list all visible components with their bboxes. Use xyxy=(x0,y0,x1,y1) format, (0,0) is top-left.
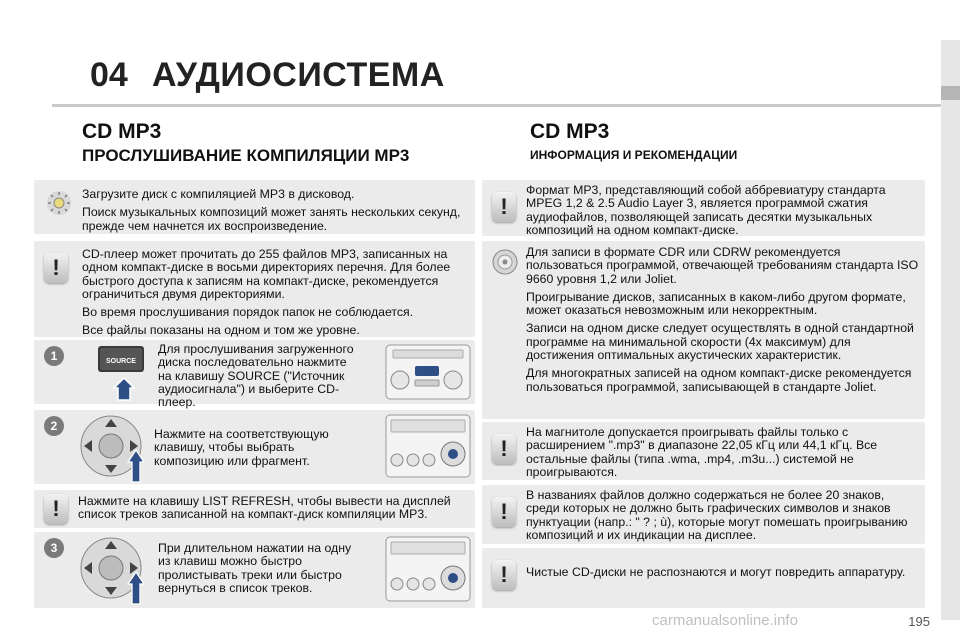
right-section-title xyxy=(530,120,737,162)
page-number: 195 xyxy=(908,614,930,629)
intro-line-1: Загрузите диск с компиляцией MP3 в дисковод. xyxy=(82,187,355,201)
info1-text: Формат MP3, представляющий собой аббревиатуру стандарта MPEG 1,2 & 2.5 Audio Layer 3, является программой сжатия аудиофайлов, позволяющей записать десятки музыкальных композиций на одном компакт-диске. xyxy=(526,183,886,237)
step2-text: Нажмите на соответствующую клавишу, чтобы выбрать композицию или фрагмент. xyxy=(154,427,329,468)
intro-line-2: Поиск музыкальных композиций может занять нескольких секунд, прежде чем начнется их воспроизведение. xyxy=(82,205,461,233)
warning-text xyxy=(82,248,470,338)
source-key-illustration xyxy=(96,342,156,402)
info3-panel xyxy=(482,422,925,480)
source-key-label: SOURCE xyxy=(106,358,136,365)
warning2-text: Нажмите на клавишу LIST REFRESH, чтобы вывести на дисплей список треков записанной на компакт-диск компиляции MP3. xyxy=(78,494,451,522)
right-title: CD MP3 xyxy=(530,120,610,143)
warning-right-text: Чистые CD-диски не распознаются и могут повредить аппаратуру. xyxy=(526,565,906,579)
warning-icon: ! xyxy=(492,497,516,527)
info2-line-2: Проигрывание дисков, записанных в каком-либо другом формате, может оказаться невозможным или некорректным. xyxy=(526,289,906,318)
dpad-illustration xyxy=(74,534,148,606)
intro-text xyxy=(82,188,467,233)
info2-line-4: Для многократных записей на одном компакт-диске рекомендуется пользоваться программой, записывающей в стандарте Joliet. xyxy=(526,366,912,394)
watermark: carmanualsonline.info xyxy=(652,612,798,629)
radio-controls-illustration xyxy=(385,414,471,478)
info2-line-1: Для записи в формате CDR или CDRW рекомендуется пользоваться программой, отвечающей требованиям стандарта ISO 9660 уровня 1,2 или Joliet. xyxy=(526,245,919,286)
info2-line-3: Записи на одном диске следует осуществлять в одной стандартной программе на минимальной скорости (4х максимум) для достижения оптимальных акустических характеристик. xyxy=(526,321,914,363)
step1-text: Для прослушивания загруженного диска последовательно нажмите на клавишу SOURCE ("Источник аудиосигнала") и выберите CD-плеер. xyxy=(158,342,354,410)
disc-icon xyxy=(492,249,518,275)
warning-line-2: Во время прослушивания порядок папок не соблюдается. xyxy=(82,305,414,320)
warning-line-3: Все файлы показаны на одном и том же уровне. xyxy=(82,323,360,338)
right-subtitle: ИНФОРМАЦИЯ И РЕКОМЕНДАЦИИ xyxy=(530,148,738,162)
warning-right-panel xyxy=(482,548,925,608)
sun-icon xyxy=(46,190,72,216)
step1-panel xyxy=(34,340,475,410)
step-badge: 3 xyxy=(44,538,64,558)
warning-icon: ! xyxy=(492,434,516,464)
warning2-panel xyxy=(34,490,475,528)
info4-text: В названиях файлов должно содержаться не более 20 знаков, среди которых не должно быть графических символов и знаков пунктуации (напр.: " ? ; ù), которые могут помешать проигрыванию композиций и их индикации на дисплее. xyxy=(526,488,908,542)
warning-icon: ! xyxy=(44,494,68,524)
info3-text: На магнитоле допускается проигрывать файлы только с расширением ".mp3" в диапазоне 22,05 кГц или 44,1 кГц. Все остальные файлы (типа .wma, .mp4, .m3u...) системой не проигрываются. xyxy=(526,425,878,479)
step-badge: 2 xyxy=(44,416,64,436)
warning-panel xyxy=(34,241,475,337)
chapter-tab-bar xyxy=(941,40,960,620)
chapter-number: 04 xyxy=(90,56,128,94)
radio-controls-illustration xyxy=(385,536,471,602)
left-section-title xyxy=(82,120,409,166)
info4-panel xyxy=(482,485,925,544)
warning-icon: ! xyxy=(492,192,516,222)
step3-text: При длительном нажатии на одну из клавиш можно быстро пролистывать треки или быстро вернуться в список треков. xyxy=(158,541,352,595)
warning-icon: ! xyxy=(44,253,68,283)
intro-panel xyxy=(34,180,475,234)
warning-line-1: CD-плеер может прочитать до 255 файлов MP3, записанных на одном компакт-диске в восьми директориях перечня. Для более быстрого доступа к записям на компакт-диске, рекомендуется ограничиться двумя директориями. xyxy=(82,247,451,301)
left-title: CD MP3 xyxy=(82,120,162,143)
dpad-illustration xyxy=(74,412,148,484)
step-badge: 1 xyxy=(44,346,64,366)
chapter-title: АУДИОСИСТЕМА xyxy=(152,56,445,94)
step2-panel xyxy=(34,410,475,484)
info2-text xyxy=(526,246,920,394)
info1-panel xyxy=(482,180,925,236)
left-subtitle: ПРОСЛУШИВАНИЕ КОМПИЛЯЦИИ MP3 xyxy=(82,146,410,165)
warning-icon: ! xyxy=(492,560,516,590)
step3-panel xyxy=(34,532,475,608)
info2-panel xyxy=(482,241,925,419)
header-rule xyxy=(52,104,942,107)
radio-faceplate-illustration xyxy=(385,344,471,400)
